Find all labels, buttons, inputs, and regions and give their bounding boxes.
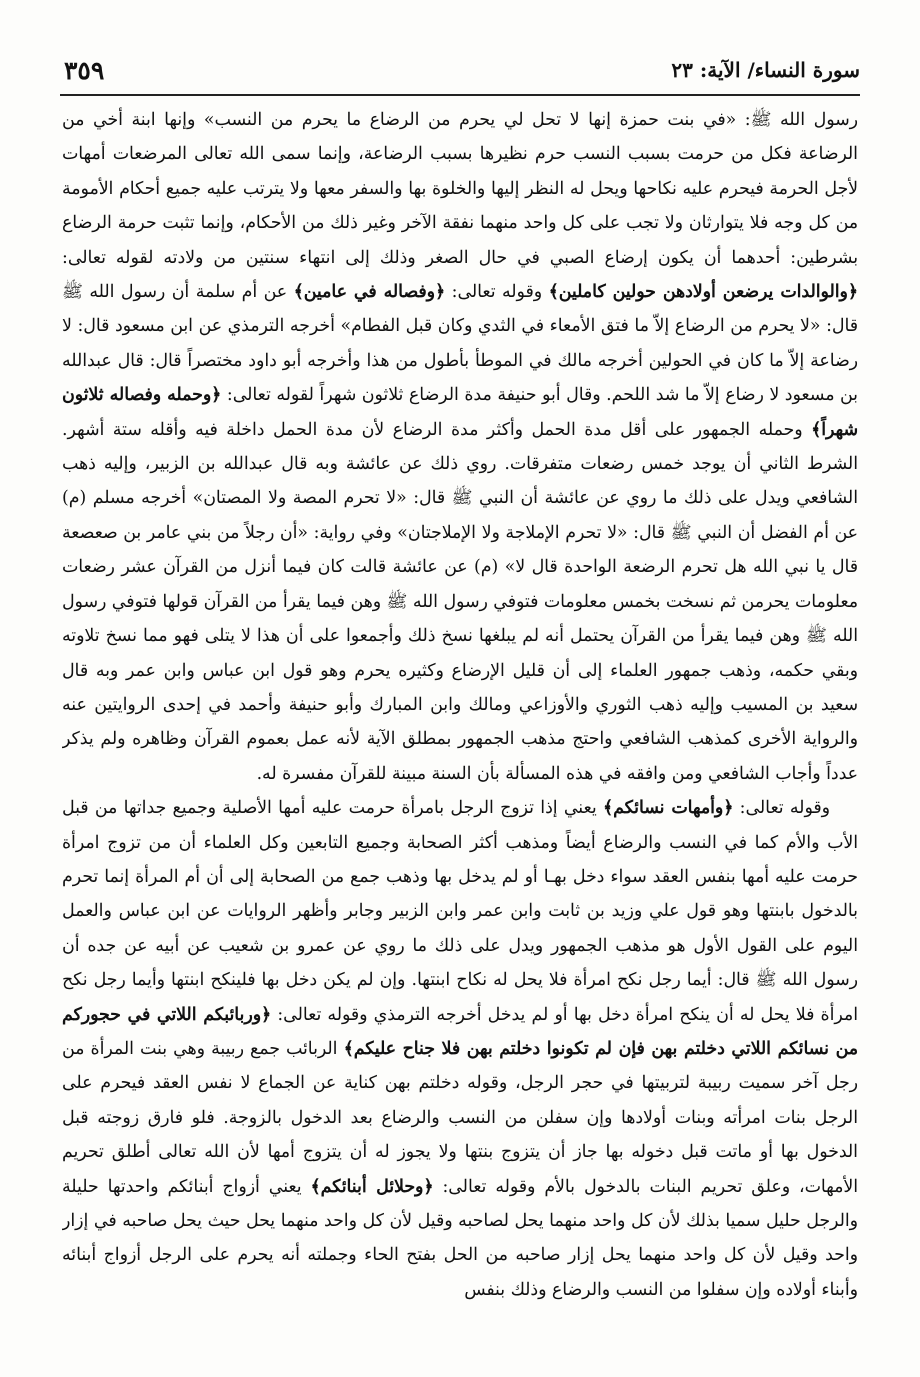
text-run: يعني أزواج أبنائكم واحدتها حليلة والرجل حليل سميا بذلك لأن كل واحد منهما يحل لصاحبه وقيل لأن كل واحد منهما يحل حيث يحل صاحبه في إزار واحد وقيل لأن كل واحد منهما يحل إزار صاحبه من الحل بفتح الحاء وجملته أنه يحرم على الرجل أزواج أبنائه وأبناء أولاده وإن سفلوا من النسب والرضاع وذلك بنفس	[62, 1176, 858, 1300]
text-run: الربائب جمع ربيبة وهي بنت المرأة من رجل آخر سميت ربيبة لتربيتها في حجر الرجل، وقوله دخلتم بهن كناية عن الجماع لا نفس العقد فيحرم على الرجل بنات امرأته وبنات أولادها وإن سفلن من النسب والرضاع بعد الدخول بالزوجة. فلو فارق زوجته قبل الدخول بها أو ماتت قبل دخوله بها جاز أن يتزوج بنتها ولا يجوز له أن يتزوج أمها لأن الله تعالى أطلق تحريم الأمهات، وعلق تحريم البنات بالدخول بالأم وقوله تعالى:	[62, 1038, 858, 1197]
paragraph	[62, 791, 858, 1307]
header-divider	[60, 94, 860, 96]
text-run: وحمله الجمهور على أقل مدة الحمل وأكثر مدة الرضاع لأن مدة الحمل داخلة فيه وأقله ستة أشهر. الشرط الثاني أن يوجد خمس رضعات متفرقات. روي ذلك عن عائشة وبه قال عبدالله بن الزبير، وإليه ذهب الشافعي ويدل على ذلك ما روي عن عائشة أن النبي ﷺ قال: «لا تحرم المصة ولا المصتان» أخرجه مسلم (م) عن أم الفضل أن النبي ﷺ قال: «لا تحرم الإملاجة ولا الإملاجتان» وفي رواية: «أن رجلاً من بني عامر بن صعصعة قال يا نبي الله هل تحرم الرضعة الواحدة قال لا» (م) عن عائشة قالت كان فيما أنزل من القرآن عشر رضعات معلومات يحرمن ثم نسخت بخمس معلومات فتوفي رسول الله ﷺ وهن فيما يقرأ من القرآن قولها فتوفي رسول الله ﷺ وهن فيما يقرأ من القرآن يحتمل أنه لم يبلغها نسخ ذلك وأجمعوا على أن هذا لا يتلى فهو مما نسخ تلاوته وبقي حكمه، وذهب جمهور العلماء إلى أن قليل الإرضاع وكثيره يحرم وهو قول ابن عباس وابن عمر وبه قال سعيد بن المسيب وإليه ذهب الثوري والأوزاعي ومالك وابن المبارك وأبو حنيفة وأحمد في إحدى الروايتين عنه والرواية الأخرى كمذهب الشافعي واحتج مذهب الجمهور بمطلق الآية لأنه عمل بعموم القرآن وظاهره ولم يذكر عدداً وأجاب الشافعي ومن وافقه في هذه المسألة بأن السنة مبينة للقرآن مفسرة له.	[62, 419, 858, 784]
text-run: عن أم سلمة أن رسول الله ﷺ قال: «لا يحرم من الرضاع إلاّ ما فتق الأمعاء في الثدي وكان قبل الفطام» أخرجه الترمذي عن ابن مسعود قال: لا رضاعة إلاّ ما كان في الحولين أخرجه مالك في الموطأ بأطول من هذا وأخرجه أبو داود مختصراً قال: قال عبدالله بن مسعود لا رضاع إلاّ ما شد اللحم. وقال أبو حنيفة مدة الرضاع ثلاثون شهراً لقوله تعالى:	[62, 282, 858, 406]
quran-verse: ﴿وفصاله في عامين﴾	[293, 282, 446, 303]
quran-verse: ﴿وربائبكم اللاتي في حجوركم من نسائكم اللاتي دخلتم بهن فإن لم تكونوا دخلتم بهن فلا جناح عليكم﴾	[62, 1004, 858, 1059]
text-run: رسول الله ﷺ: «في بنت حمزة إنها لا تحل لي يحرم من الرضاع ما يحرم من النسب» وإنها ابنة أخي من الرضاعة فكل من حرمت بسبب النسب حرم نظيرها بسبب الرضاعة، وإنما سمى الله تعالى المرضعات أمهات لأجل الحرمة فيحرم عليه نكاحها ويحل له النظر إليها والخلوة بها والسفر معها ولا يترتب عليه جميع أحكام الأمومة من كل وجه فلا يتوارثان ولا تجب على كل واحد منهما نفقة الآخر وغير ذلك من الأحكام، وإنما تثبت حرمة الرضاع بشرطين: أحدهما أن يكون إرضاع الصبي في حال الصغر وذلك إلى انتهاء سنتين من ولادته لقوله تعالى:	[62, 110, 858, 268]
quran-verse: ﴿وأمهات نسائكم﴾	[603, 798, 734, 819]
quran-verse: ﴿وحمله وفصاله ثلاثون شهراً﴾	[62, 385, 858, 440]
text-run: يعني إذا تزوج الرجل بامرأة حرمت عليه أمها الأصلية وجميع جداتها من قبل الأب والأم كما في النسب والرضاع أيضاً ومذهب أكثر الصحابة وجميع التابعين وكل العلماء أن من تزوج امرأة حرمت عليه أمها بنفس العقد سواء دخل بهـا أو لم يدخل بها وذهب جمع من الصحابة إلى أن أم المرأة إنما تحرم بالدخول بابنتها وهو قول علي وزيد بن ثابت وابن عمر وابن الزبير وجابر وأظهر الروايات عن ابن عباس والعمل اليوم على القول الأول هو مذهب الجمهور ويدل على ذلك ما روي عن عمرو بن شعيب عن أبيه عن جده أن رسول الله ﷺ قال: أيما رجل نكح امرأة فلا يحل له نكاح ابنتها. وإن لم يكن دخل بها فلينكح ابنتها وأيما رجل نكح امرأة فلا يحل له أن ينكح امرأة دخل بها أو لم يدخل أخرجه الترمذي وقوله تعالى:	[62, 798, 858, 1025]
running-header	[60, 52, 860, 96]
paragraph	[62, 103, 858, 791]
page-number: ٣٥٩	[64, 56, 105, 85]
quran-verse: ﴿والوالدات يرضعن أولادهن حولين كاملين﴾	[548, 282, 858, 303]
quran-verse: ﴿وحلائل أبنائكم﴾	[310, 1176, 434, 1197]
text-run: وقوله تعالى:	[733, 798, 830, 819]
text-run: وقوله تعالى:	[445, 282, 549, 303]
header-title: سورة النساء/ الآية: ٢٣	[671, 58, 860, 82]
body-text	[62, 103, 858, 1343]
